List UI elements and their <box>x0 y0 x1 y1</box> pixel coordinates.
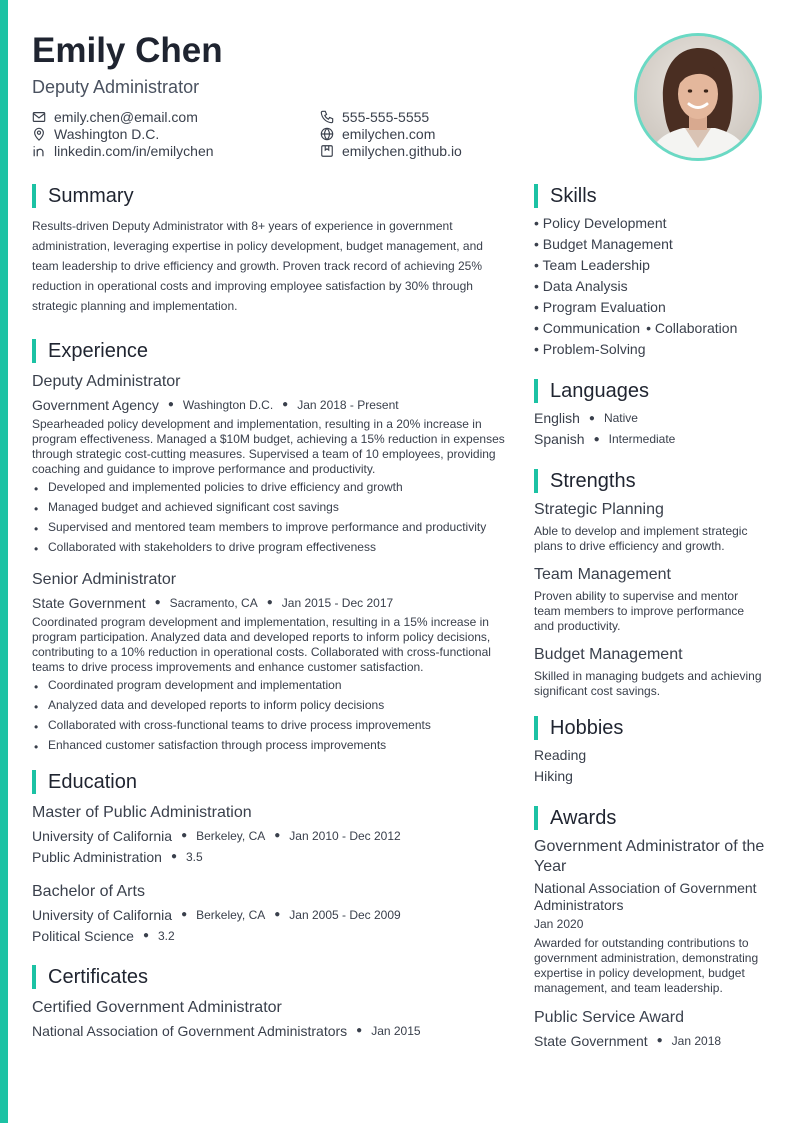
location-pin-icon <box>32 127 46 141</box>
degree-field: Public Administration <box>32 849 162 865</box>
contact-location-text: Washington D.C. <box>54 125 160 142</box>
separator-dot: ● <box>274 830 281 841</box>
job-meta <box>32 395 510 415</box>
awards-section <box>534 805 766 1051</box>
heading-accent <box>534 806 538 830</box>
education-item <box>32 803 510 867</box>
right-column <box>534 183 766 1051</box>
separator-dot: ● <box>593 434 600 445</box>
award-item <box>534 837 766 996</box>
experience-section <box>32 338 510 753</box>
awards-heading: Awards <box>534 805 766 831</box>
heading-accent <box>534 184 538 208</box>
heading-accent <box>32 965 36 989</box>
heading-accent <box>32 184 36 208</box>
contact-phone[interactable] <box>320 108 552 125</box>
contact-email[interactable] <box>32 108 320 125</box>
language-item <box>534 408 766 429</box>
strength-desc: Proven ability to supervise and mentor team members to improve performance and productivity. <box>534 589 745 633</box>
degree-field-line <box>32 926 510 946</box>
contact-linkedin-text: linkedin.com/in/emilychen <box>54 142 214 159</box>
heading-accent <box>534 716 538 740</box>
heading-accent <box>534 469 538 493</box>
certificate-date: Jan 2015 <box>371 1024 421 1038</box>
certificate-item <box>32 998 510 1041</box>
skills-section <box>534 183 766 360</box>
accent-bar <box>0 0 8 1123</box>
degree-field-line <box>32 847 510 867</box>
contact-location <box>32 125 320 142</box>
separator-dot: ● <box>154 597 161 608</box>
heading-accent <box>534 379 538 403</box>
separator-dot: ● <box>656 1035 663 1046</box>
degree-meta <box>32 826 510 846</box>
hobbies-heading: Hobbies <box>534 715 766 741</box>
award-title: Government Administrator of the Year <box>534 838 765 875</box>
skill-item: • Data Analysis <box>534 278 628 294</box>
education-section <box>32 769 510 946</box>
certificate-issuer: National Association of Government Administrators <box>32 1023 348 1039</box>
language-name: Spanish <box>534 431 585 447</box>
contact-github[interactable] <box>320 142 552 159</box>
certificate-meta <box>32 1021 510 1041</box>
experience-item <box>32 372 510 555</box>
job-company: Government Agency <box>32 397 159 413</box>
skill-item: • Budget Management <box>534 236 673 252</box>
school-name: University of California <box>32 828 173 844</box>
separator-dot: ● <box>282 399 289 410</box>
language-item <box>534 429 766 450</box>
job-dates: Jan 2015 - Dec 2017 <box>281 596 394 610</box>
contact-website-text: emilychen.com <box>342 125 436 142</box>
certificate-name: Certified Government Administrator <box>32 999 282 1016</box>
strength-item <box>534 565 766 634</box>
bookmark-icon <box>320 144 334 158</box>
list-item: • Enhanced customer satisfaction through process improvements <box>32 738 510 753</box>
contact-email-text: emily.chen@email.com <box>54 108 198 125</box>
separator-dot: ● <box>588 413 595 424</box>
heading-accent <box>32 770 36 794</box>
list-item: • Managed budget and achieved significant cost savings <box>32 500 510 515</box>
left-column <box>32 183 510 1041</box>
list-item: • Collaborated with cross-functional teams to drive process improvements <box>32 718 510 733</box>
resume-header <box>32 30 632 98</box>
skills-heading: Skills <box>534 183 766 209</box>
strengths-section <box>534 468 766 699</box>
language-level: Intermediate <box>608 432 676 446</box>
summary-section <box>32 183 510 316</box>
skill-item: • Collaboration <box>646 320 738 336</box>
job-description: Coordinated program development and implementation, resulting in a 15% increase in program participation. Analyzed data and developed reports to inform policy decisions, contributing to a 10% reduction in operational costs. Collaborated with cross-functional teams to drive process improvements and enhance customer satisfaction. <box>32 615 491 674</box>
candidate-name: Emily Chen <box>32 31 223 70</box>
language-level: Native <box>603 411 638 425</box>
separator-dot: ● <box>142 930 149 941</box>
languages-heading: Languages <box>534 378 766 404</box>
award-meta <box>534 1031 766 1051</box>
contact-website[interactable] <box>320 125 552 142</box>
strength-desc: Skilled in managing budgets and achieving significant cost savings. <box>534 669 762 698</box>
skill-item: • Policy Development <box>534 215 667 231</box>
hobbies-section <box>534 715 766 787</box>
award-org: National Association of Government Administrators <box>534 880 757 913</box>
award-date: Jan 2020 <box>534 917 584 931</box>
strength-item <box>534 500 766 554</box>
profile-photo <box>634 33 762 161</box>
summary-heading: Summary <box>32 183 510 209</box>
certificates-heading: Certificates <box>32 964 510 990</box>
strength-title: Strategic Planning <box>534 501 664 518</box>
award-title: Public Service Award <box>534 1009 684 1026</box>
globe-icon <box>320 127 334 141</box>
separator-dot: ● <box>274 909 281 920</box>
contact-github-text: emilychen.github.io <box>342 142 462 159</box>
contact-linkedin[interactable] <box>32 142 320 159</box>
school-name: University of California <box>32 907 173 923</box>
linkedin-icon <box>32 144 46 158</box>
hobby-item: Reading <box>534 747 587 763</box>
degree-title: Master of Public Administration <box>32 804 252 821</box>
skill-item: • Problem-Solving <box>534 341 646 357</box>
job-bullets <box>32 480 510 555</box>
education-item <box>32 882 510 946</box>
degree-title: Bachelor of Arts <box>32 883 145 900</box>
experience-item <box>32 570 510 753</box>
award-org: State Government <box>534 1033 648 1049</box>
job-company: State Government <box>32 595 146 611</box>
skill-item: • Program Evaluation <box>534 299 666 315</box>
degree-dates: Jan 2005 - Dec 2009 <box>289 908 401 922</box>
skill-item: • Team Leadership <box>534 257 650 273</box>
hobby-item: Hiking <box>534 768 573 784</box>
separator-dot: ● <box>167 399 174 410</box>
degree-meta <box>32 905 510 925</box>
separator-dot: ● <box>356 1025 363 1036</box>
job-title: Senior Administrator <box>32 571 177 588</box>
language-name: English <box>534 410 580 426</box>
skill-item: • Communication <box>534 320 641 336</box>
job-location: Washington D.C. <box>182 398 274 412</box>
heading-accent <box>32 339 36 363</box>
strength-item <box>534 645 766 699</box>
school-location: Berkeley, CA <box>196 908 266 922</box>
strength-desc: Able to develop and implement strategic plans to drive efficiency and growth. <box>534 524 748 553</box>
summary-text: Results-driven Deputy Administrator with 8+ years of experience in government administration, leveraging expertise in policy development, budget management, and team leadership to drive efficiency and growth. Proven track record of achieving 25% reduction in operational costs and improving employee satisfaction by 30% through strategic planning and implementation. <box>32 219 483 313</box>
job-description: Spearheaded policy development and implementation, resulting in a 20% increase in program effectiveness. Managed a $10M budget, achieving a 15% reduction in expenses through strategic cost-cutting measures. Supervised a team of 10 employees, providing coaching and guidance to improve performance and productivity. <box>32 417 505 476</box>
separator-dot: ● <box>181 830 188 841</box>
job-location: Sacramento, CA <box>169 596 258 610</box>
phone-icon <box>320 110 334 124</box>
mail-icon <box>32 110 46 124</box>
contact-list <box>32 108 552 159</box>
award-date: Jan 2018 <box>671 1034 722 1048</box>
candidate-title: Deputy Administrator <box>32 77 200 97</box>
education-heading: Education <box>32 769 510 795</box>
experience-heading: Experience <box>32 338 510 364</box>
job-title: Deputy Administrator <box>32 373 181 390</box>
job-dates: Jan 2018 - Present <box>297 398 399 412</box>
award-desc: Awarded for outstanding contributions to government administration, demonstrating expertise in policy development, budget management, and team leadership. <box>534 936 759 995</box>
list-item: • Coordinated program development and implementation <box>32 678 510 693</box>
degree-dates: Jan 2010 - Dec 2012 <box>289 829 401 843</box>
job-meta <box>32 593 510 613</box>
separator-dot: ● <box>181 909 188 920</box>
certificates-section <box>32 964 510 1041</box>
list-item: • Developed and implemented policies to drive efficiency and growth <box>32 480 510 495</box>
separator-dot: ● <box>170 851 177 862</box>
portrait-icon <box>637 36 759 158</box>
degree-gpa: 3.2 <box>157 929 175 943</box>
job-bullets <box>32 678 510 753</box>
contact-phone-text: 555-555-5555 <box>342 108 430 125</box>
skills-list <box>534 213 766 360</box>
list-item: • Analyzed data and developed reports to inform policy decisions <box>32 698 510 713</box>
degree-gpa: 3.5 <box>186 850 203 864</box>
list-item: • Supervised and mentored team members to improve performance and productivity <box>32 520 510 535</box>
school-location: Berkeley, CA <box>196 829 266 843</box>
degree-field: Political Science <box>32 928 134 944</box>
strength-title: Budget Management <box>534 646 683 663</box>
list-item: • Collaborated with stakeholders to drive program effectiveness <box>32 540 510 555</box>
languages-section <box>534 378 766 450</box>
separator-dot: ● <box>266 597 273 608</box>
award-item <box>534 1008 766 1051</box>
strength-title: Team Management <box>534 566 671 583</box>
strengths-heading: Strengths <box>534 468 766 494</box>
